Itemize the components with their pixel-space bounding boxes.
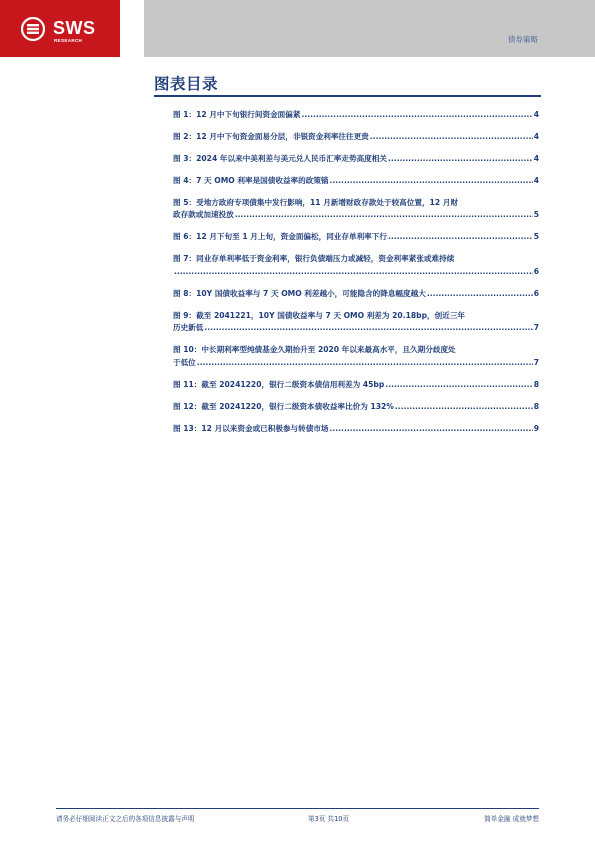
toc-item-page: 6 [533, 266, 539, 276]
toc-item-page: 8 [533, 379, 539, 389]
toc-title: 图表目录 [154, 75, 219, 93]
toc-item[interactable] [173, 401, 539, 413]
toc-item[interactable] [173, 231, 539, 243]
toc-title-rule [154, 95, 541, 97]
toc-leader-dots [330, 423, 533, 435]
toc-leader-dots [388, 231, 533, 243]
toc-leader-dots [330, 175, 533, 187]
toc-item-label-line1: 图 9：截至 2041221，10Y 国债收益率与 7 天 OMO 利差为 20.18bp，创近三年 [173, 310, 466, 320]
footer-slogan: 简单金融 成就梦想 [484, 815, 539, 823]
toc-item-page: 7 [533, 323, 539, 333]
toc-item-page: 6 [533, 288, 539, 298]
footer-disclaimer: 请务必仔细阅读正文之后的各项信息披露与声明 [56, 815, 195, 823]
toc-leader-dots [385, 379, 532, 391]
toc-item[interactable] [173, 153, 539, 165]
toc-item-label: 历史新低 [173, 323, 204, 333]
toc-item-label: 图 8：10Y 国债收益率与 7 天 OMO 利差越小，可能隐含的降息幅度越大 [173, 288, 426, 298]
toc-item-label: 图 1：12 月中下旬银行间资金面偏紧 [173, 110, 301, 119]
toc-leader-dots [174, 266, 533, 278]
toc-leader-dots [235, 209, 533, 221]
toc-leader-dots [388, 153, 533, 165]
toc-item[interactable] [173, 131, 539, 143]
toc-item-label: 图 11：截至 20241220，银行二级资本债信用利差为 45bp [173, 379, 385, 389]
toc-item-label: 图 3：2024 年以来中美利差与美元兑人民币汇率走势高度相关 [173, 154, 387, 163]
footer-page-info: 第3页 共10页 [308, 815, 350, 823]
toc-item[interactable] [173, 109, 539, 121]
toc-leader-dots [395, 401, 533, 413]
toc-item-label: 图 6：12 月下旬至 1 月上旬，资金面偏松，同业存单利率下行 [173, 232, 387, 242]
toc-leader-dots [427, 288, 533, 300]
toc-item-page: 8 [533, 401, 539, 411]
toc-item[interactable] [173, 175, 539, 187]
toc-item-page: 4 [533, 154, 539, 163]
header-band [144, 0, 595, 57]
toc-item[interactable] [173, 253, 539, 278]
toc-leader-dots [204, 322, 532, 334]
toc-item-page: 4 [533, 176, 539, 185]
brand-logo [0, 0, 120, 57]
toc-item-label-line1: 图 10：中长期利率型纯债基金久期抬升至 2020 年以来最高水平，且久期分歧度处 [173, 345, 456, 355]
toc-item[interactable] [173, 344, 539, 369]
toc-leader-dots [370, 131, 533, 143]
toc-item-label: 图 12：截至 20241220，银行二级资本债收益率比价为 132% [173, 401, 394, 411]
toc-leader-dots [197, 357, 533, 369]
toc-leader-dots [301, 109, 532, 121]
toc-item-page: 4 [533, 110, 539, 119]
toc-item-label: 图 2：12 月中下旬资金面易分层，非银资金利率往往更贵 [173, 132, 369, 141]
logo-text: SWS [53, 18, 96, 38]
toc-item-label: 于低位 [173, 357, 196, 367]
toc-item-page: 5 [533, 232, 539, 242]
toc-item-page: 4 [533, 132, 539, 141]
footer-rule [56, 808, 539, 809]
toc-item[interactable] [173, 288, 539, 300]
toc-item-page: 5 [533, 210, 539, 220]
toc-item-page: 7 [533, 357, 539, 367]
toc-item-label-line1: 图 7：同业存单利率低于资金利率，银行负债端压力或减轻，资金利率紧张或难持续 [173, 254, 455, 264]
toc-item[interactable] [173, 423, 539, 435]
toc-item[interactable] [173, 379, 539, 391]
toc-item[interactable] [173, 310, 539, 335]
toc-item-label: 图 4：7 天 OMO 利率是国债收益率的政策锚 [173, 176, 329, 185]
toc-list [173, 109, 539, 445]
toc-item-label: 图 13：12 月以来资金或已积极参与转债市场 [173, 423, 329, 433]
header-gap [120, 0, 144, 57]
toc-item-label-line1: 图 5：受地方政府专项债集中发行影响，11 月新增财政存款处于较高位置，12 月财 [173, 198, 458, 207]
report-type-label: 债券策略 [508, 35, 538, 44]
sws-logo-icon [21, 17, 45, 41]
toc-item-label: 政存款或加速投放 [173, 210, 234, 220]
toc-item-page: 9 [533, 423, 539, 433]
logo-subtext: RESEARCH [54, 38, 83, 43]
toc-item[interactable] [173, 197, 539, 222]
